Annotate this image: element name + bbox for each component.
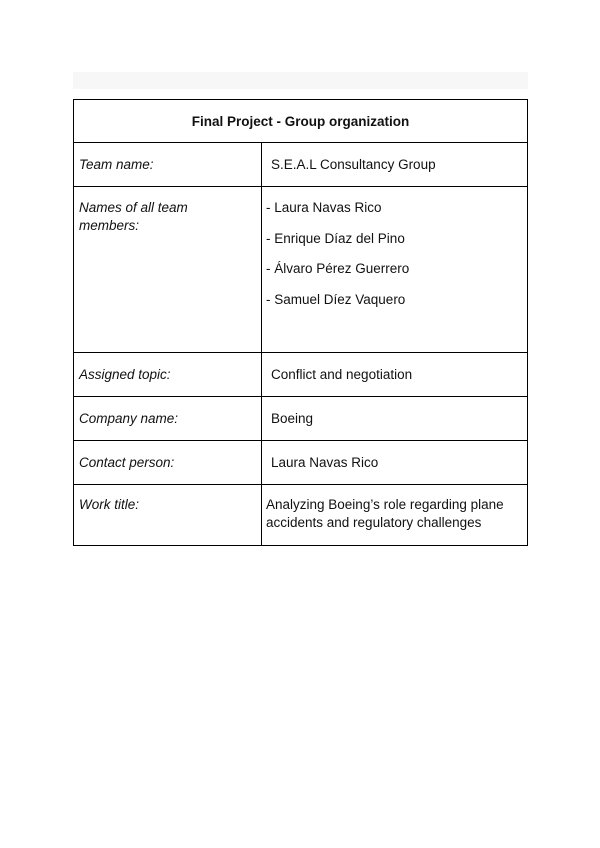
group-organization-table <box>73 99 528 546</box>
team-name-value: S.E.A.L Consultancy Group <box>262 143 528 187</box>
members-label-cell <box>74 187 262 353</box>
list-item: - Samuel Díez Vaquero <box>266 291 406 307</box>
contact-person-value: Laura Navas Rico <box>262 441 528 485</box>
company-name-value: Boeing <box>262 397 528 441</box>
team-name-label: Team name: <box>74 143 262 187</box>
work-title-label-cell <box>74 485 262 546</box>
table-title: Final Project - Group organization <box>74 100 528 143</box>
contact-person-label: Contact person: <box>74 441 262 485</box>
member-list <box>262 187 527 309</box>
assigned-topic-value: Conflict and negotiation <box>262 353 528 397</box>
list-item: - Álvaro Pérez Guerrero <box>266 261 410 276</box>
header-band <box>73 72 528 89</box>
work-title-value-cell <box>262 485 528 546</box>
table-row <box>74 441 528 485</box>
list-item: - Enrique Díaz del Pino <box>266 230 405 246</box>
table-row <box>74 485 528 546</box>
table-row <box>74 397 528 441</box>
table-row <box>74 353 528 397</box>
work-title-value: Analyzing Boeing’s role regarding plane accidents and regulatory challenges <box>266 497 504 530</box>
table-row <box>74 187 528 353</box>
list-item: - Laura Navas Rico <box>266 200 382 215</box>
members-value-cell <box>262 187 528 353</box>
company-name-label: Company name: <box>74 397 262 441</box>
work-title-label: Work title: <box>79 497 140 512</box>
table-title-row <box>74 100 528 143</box>
assigned-topic-label: Assigned topic: <box>74 353 262 397</box>
table-row <box>74 143 528 187</box>
members-label: Names of all team members: <box>79 200 188 233</box>
